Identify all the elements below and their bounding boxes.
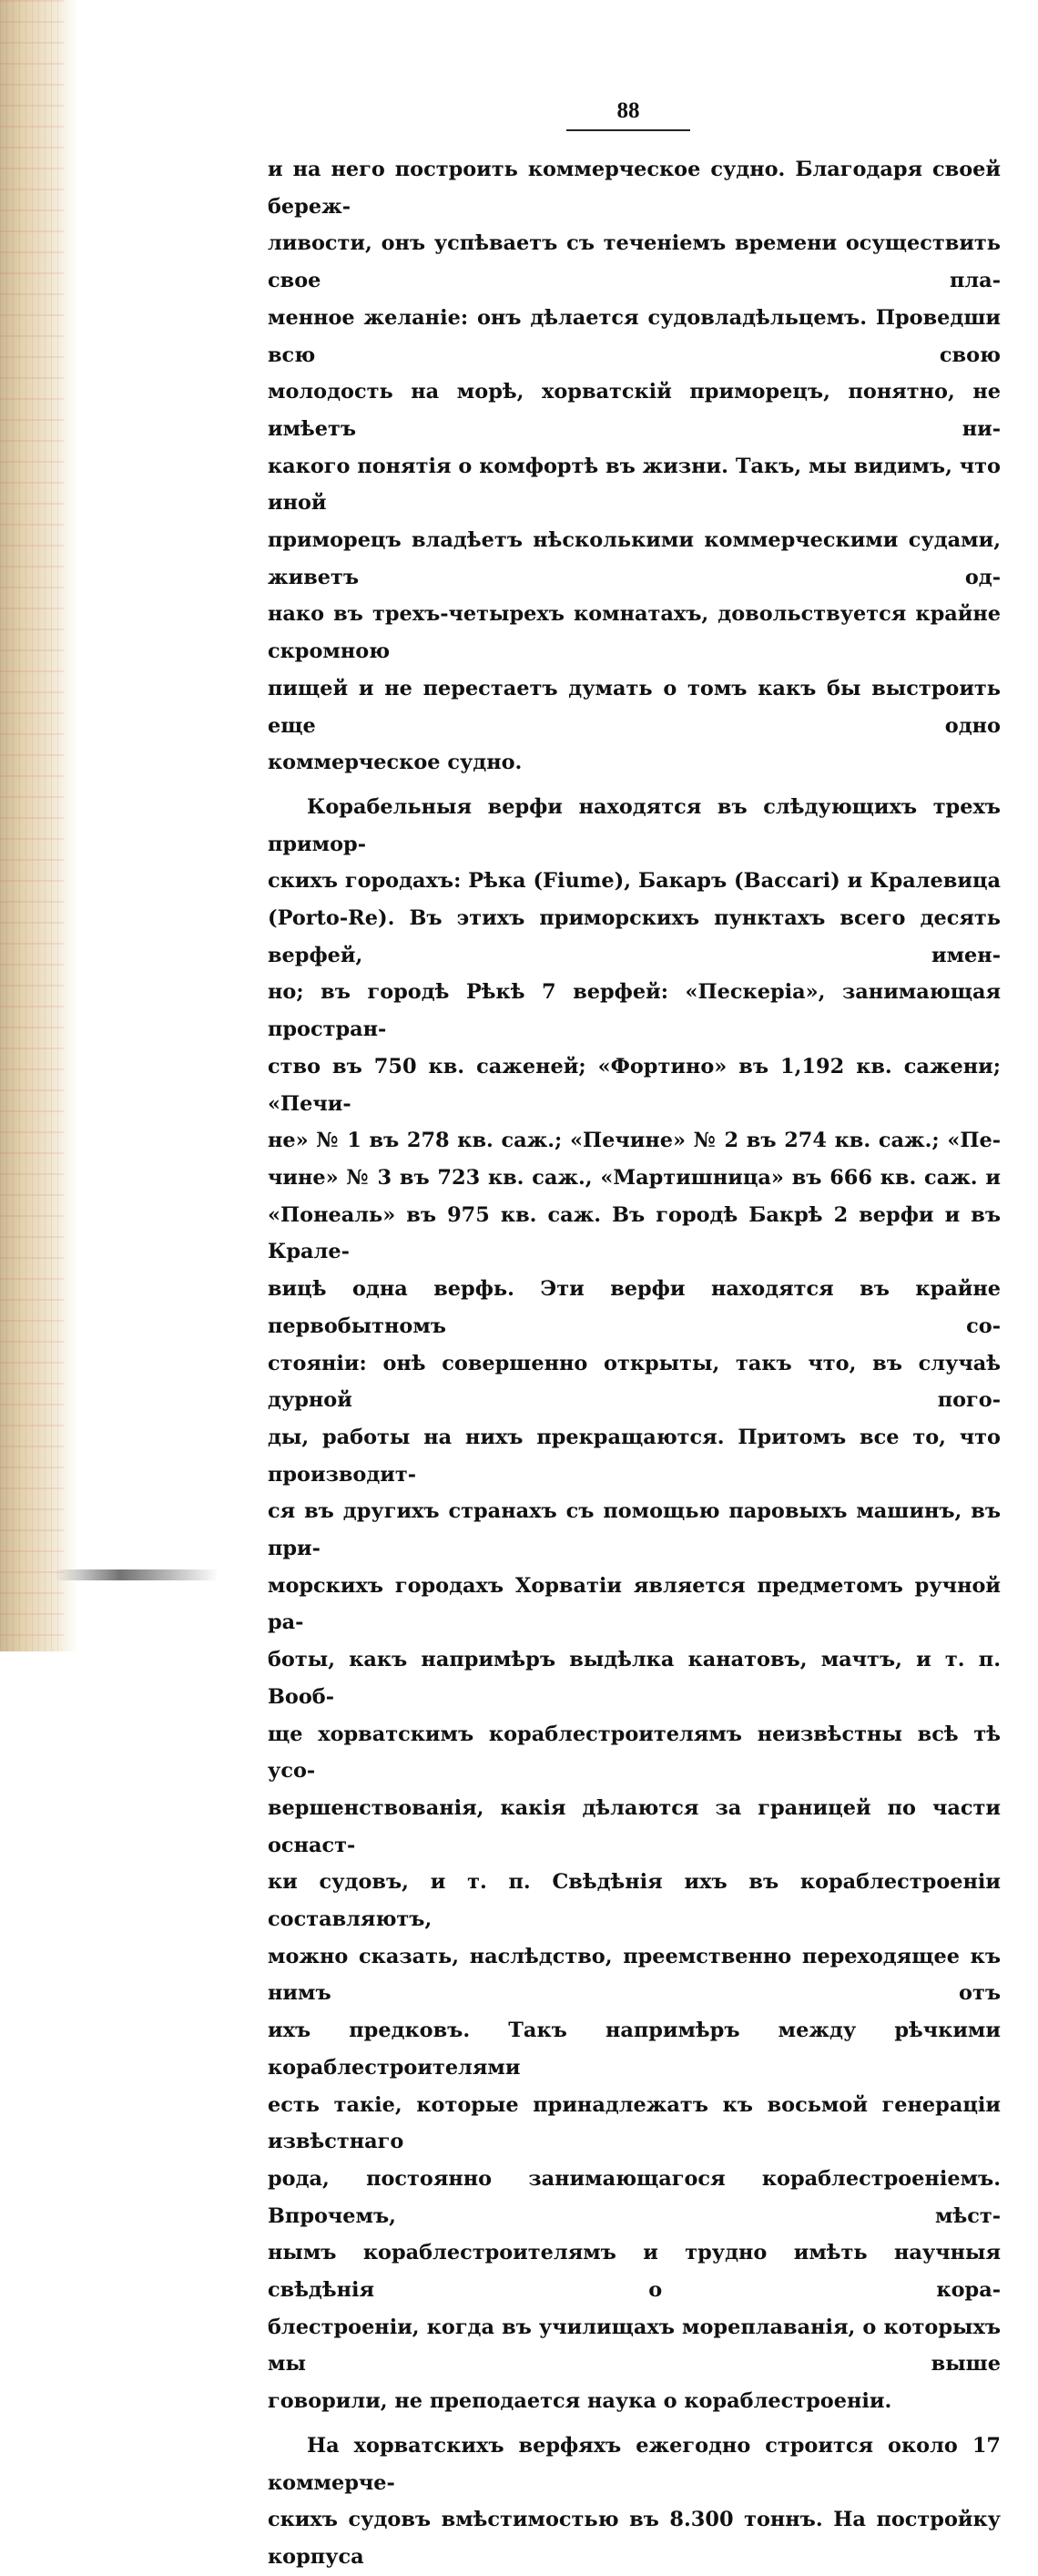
text-line: молодость на морѣ, хорватскій приморецъ, понятно, не имѣетъ ни- — [268, 380, 1001, 441]
text-line: менное желаніе: онъ дѣлается судовладѣльцемъ. Проведши всю свою — [268, 305, 1001, 367]
text-line: «Понеаль» въ 975 кв. саж. Въ городѣ Бакрѣ 2 верфи и въ Крале- — [268, 1202, 1001, 1264]
text-line: но; въ городѣ Рѣкѣ 7 верфей: «Пескеріа», занимающая простран- — [268, 980, 1001, 1042]
page-number: 88 — [616, 98, 640, 123]
text-line: ливости, онъ успѣваетъ съ теченіемъ времени осуществить свое пла- — [268, 231, 1001, 293]
text-line: ихъ предковъ. Такъ напримѣръ между рѣчкими кораблестроителями — [268, 2019, 1001, 2080]
paragraph-1 — [268, 151, 1001, 782]
text-line: можно сказать, наслѣдство, преемственно переходящее къ нимъ отъ — [268, 1944, 1001, 2006]
text-line: морскихъ городахъ Хорватіи является предметомъ ручной ра- — [268, 1573, 1001, 1635]
text-line: боты, какъ напримѣръ выдѣлка канатовъ, мачтъ, и т. п. Вооб- — [268, 1648, 1001, 1709]
body-text — [268, 151, 1001, 2576]
text-line: ство въ 750 кв. саженей; «Фортино» въ 1,192 кв. сажени; «Печи- — [268, 1054, 1001, 1116]
text-line: нымъ кораблестроителямъ и трудно имѣть научныя свѣдѣнія о кора- — [268, 2241, 1001, 2303]
text-line: ся въ другихъ странахъ съ помощью паровыхъ машинъ, въ при- — [268, 1499, 1001, 1561]
text-line: скихъ городахъ: Рѣка (Fiume), Бакаръ (Baccari) и Кралевица — [268, 869, 1001, 894]
text-line: и на него построить коммерческое судно. Благодаря своей береж- — [268, 158, 1001, 219]
text-line: Корабельныя верфи находятся въ слѣдующихъ трехъ примор- — [268, 794, 1001, 856]
text-line: стояніи: онѣ совершенно открыты, такъ что, въ случаѣ дурной пого- — [268, 1351, 1001, 1413]
text-line: приморецъ владѣетъ нѣсколькими коммерческими судами, живетъ од- — [268, 528, 1001, 589]
text-line: вершенствованія, какія дѣлаются за границей по части оснаст- — [268, 1795, 1001, 1857]
paragraph-3 — [268, 2428, 1001, 2576]
text-line: говорили, не преподается наука о кораблестроеніи. — [268, 2389, 892, 2414]
text-line: нако въ трехъ-четырехъ комнатахъ, довольствуется крайне скромною — [268, 602, 1001, 664]
paragraph-2 — [268, 789, 1001, 2420]
text-line: чине» № 3 въ 723 кв. саж., «Мартишница» въ 666 кв. саж. и — [268, 1165, 1001, 1190]
page-edge-shadow — [55, 1569, 219, 1580]
text-line: какого понятія о комфортѣ въ жизни. Такъ, мы видимъ, что иной — [268, 454, 1001, 516]
text-line: пищей и не перестаетъ думать о томъ какъ бы выстроить еще одно — [268, 676, 1001, 738]
text-line: есть такіе, которые принадлежатъ къ восьмой генераціи извѣстнаго — [268, 2092, 1001, 2154]
text-line: (Porto-Re). Въ этихъ приморскихъ пунктахъ всего десять верфей, имен- — [268, 906, 1001, 967]
text-line: ды, работы на нихъ прекращаются. Притомъ все то, что производит- — [268, 1425, 1001, 1487]
text-line: вицѣ одна верфь. Эти верфи находятся въ крайне первобытномъ со- — [268, 1277, 1001, 1338]
page-edge-speckle — [0, 0, 64, 1651]
text-line: ще хорватскимъ кораблестроителямъ неизвѣстны всѣ тѣ усо- — [268, 1722, 1001, 1784]
text-line: На хорватскихъ верфяхъ ежегодно строится около 17 коммерче- — [268, 2433, 1001, 2495]
page-number-rule — [566, 129, 690, 131]
text-line: не» № 1 въ 278 кв. саж.; «Печине» № 2 въ 274 кв. саж.; «Пе- — [268, 1129, 1001, 1153]
text-line: коммерческое судно. — [268, 751, 523, 775]
text-line: ки судовъ, и т. п. Свѣдѣнія ихъ въ кораблестроеніи составляютъ, — [268, 1870, 1001, 1932]
text-line: скихъ судовъ вмѣстимостью въ 8.300 тоннъ. На постройку корпуса — [268, 2508, 1001, 2569]
text-line: рода, постоянно занимающагося кораблестроеніемъ. Впрочемъ, мѣст- — [268, 2166, 1001, 2228]
text-line: блестроеніи, когда въ училищахъ мореплаванія, о которыхъ мы выше — [268, 2315, 1001, 2377]
